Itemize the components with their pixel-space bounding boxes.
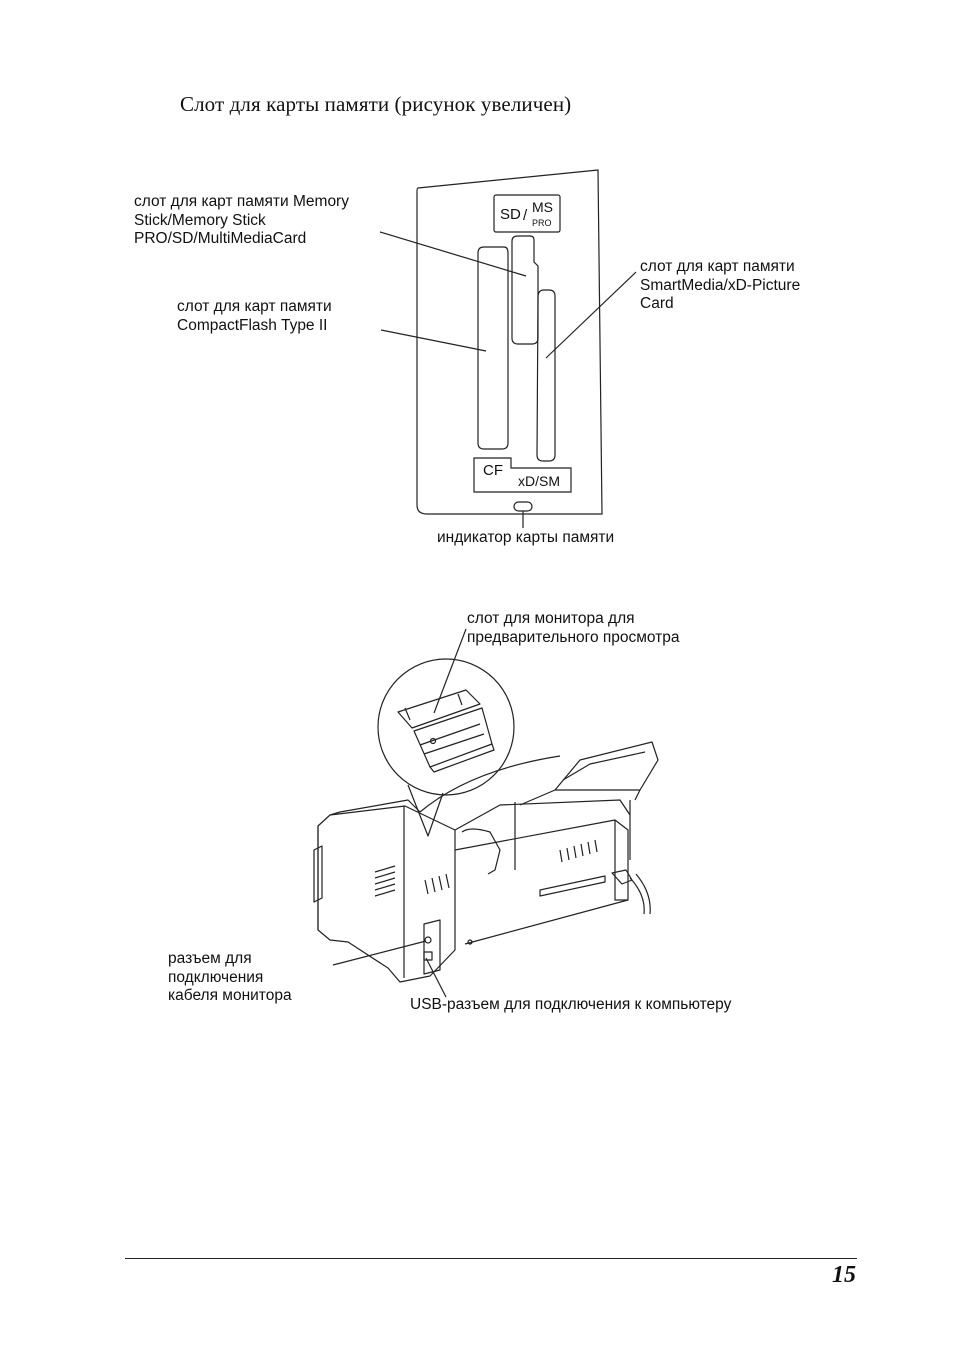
label-sm-xd-slot: слот для карт памяти SmartMedia/xD-Picture Card: [640, 258, 801, 312]
section-caption: Слот для карты памяти (рисунок увеличен): [180, 92, 572, 116]
panel-text-sd: SD: [500, 206, 521, 223]
label-usb-connector: USB-разъем для подключения к компьютеру: [410, 996, 732, 1013]
label-cf-slot: слот для карт памяти CompactFlash Type II: [177, 298, 332, 334]
label-monitor-connector: разъем для подключения кабеля монитора: [168, 950, 292, 1004]
label-ms-sd-slot: слот для карт памяти Memory Stick/Memory Stick PRO/SD/MultiMediaCard: [134, 193, 349, 247]
panel-text-xdsm: xD/SM: [518, 473, 560, 489]
panel-text-slash: /: [523, 207, 528, 224]
page-number: 15: [832, 1262, 856, 1288]
label-indicator: индикатор карты памяти: [437, 529, 615, 546]
footer-rule: [125, 1258, 857, 1259]
panel-text-cf: CF: [483, 462, 503, 479]
label-monitor-slot: слот для монитора для предварительного просмотра: [467, 610, 680, 646]
panel-text-pro: PRO: [532, 218, 552, 228]
panel-text-ms: MS: [532, 199, 553, 215]
